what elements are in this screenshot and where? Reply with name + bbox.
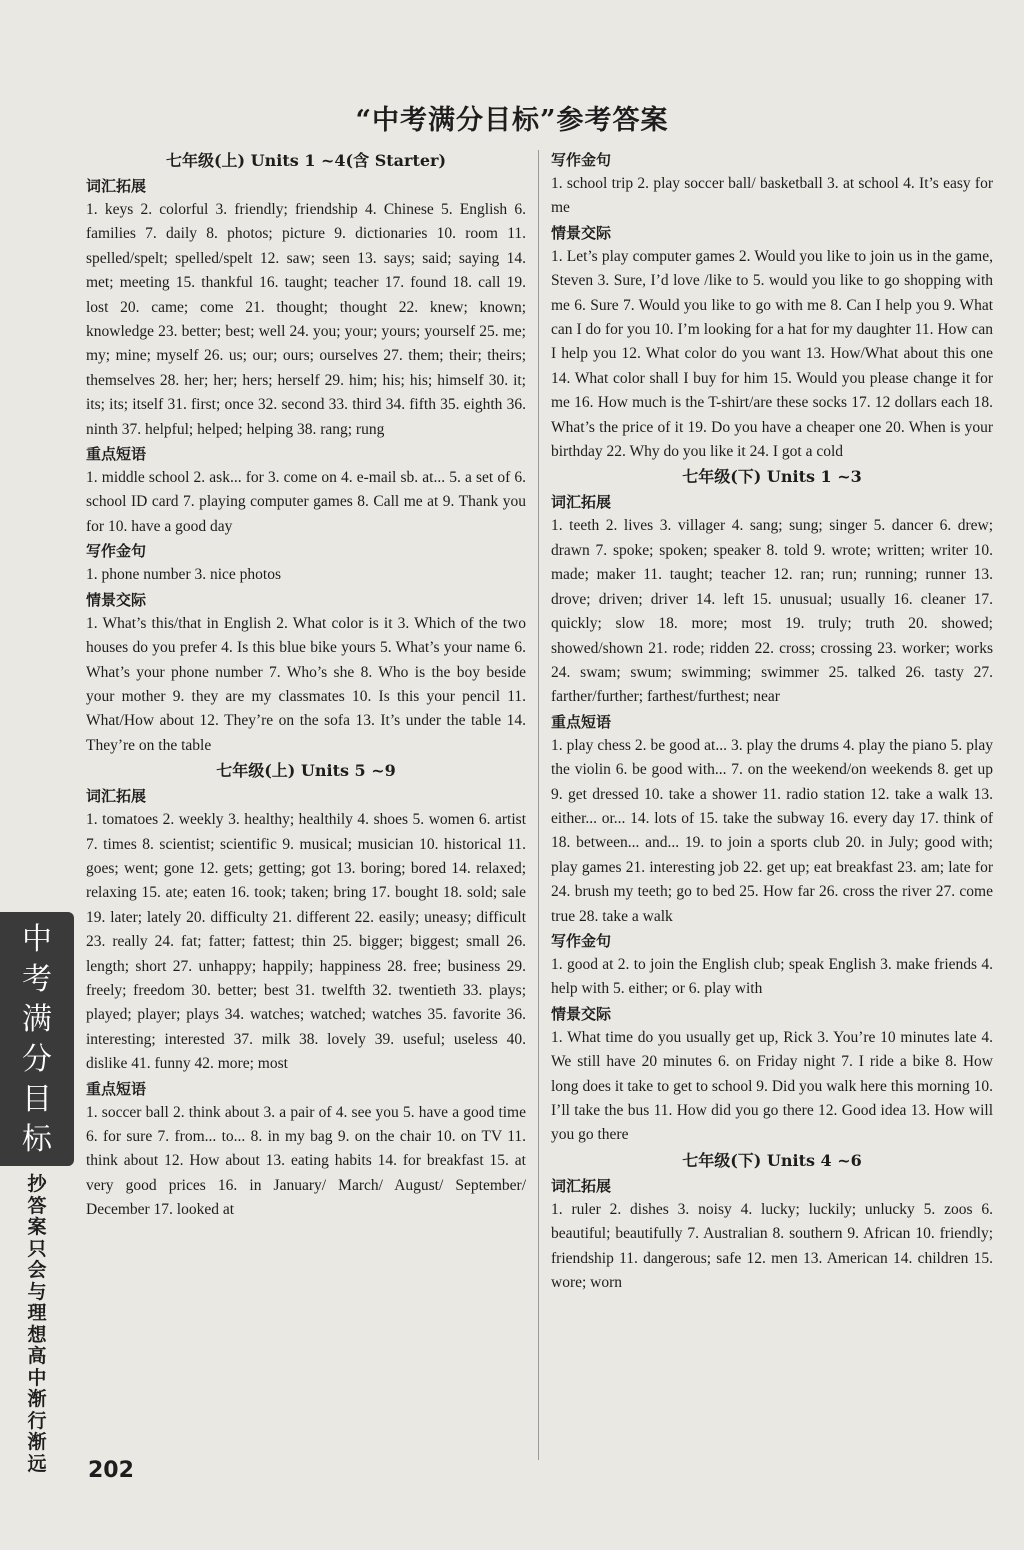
- unit-title: 七年级(下) Units 1 ~3: [682, 467, 862, 487]
- section-label: 写作金句: [86, 542, 147, 561]
- answer-block: 1. Let’s play computer games 2. Would you like to join us in the game, Steven 3. Sure, I’d love /like to 5. would you like to go shopping with me 6. Sure 7. Would you like to go with me 8. Can I help you 9. What can I do for you 10. I’m looking for a hat for my daughter 11. How can I help you 12. What color do you want 13. How/What about this one 14. What color shall I buy for him 15. Would you please change it for me 16. How much is the T-shirt/are these socks 17. 12 dollars each 18. What’s the price of it 19. Do you have a cheaper one 20. When is your birthday 22. Why do you like it 24. I got a cold: [551, 247, 993, 461]
- answer-block: 1. ruler 2. dishes 3. noisy 4. lucky; luckily; unlucky 5. zoos 6. beautiful; beautifully 7. Australian 8. southern 9. African 10. friendly; friendship 11. dangerous; safe 12. men 13. American 14. children 15. wore; worn: [551, 1200, 993, 1292]
- slogan-char: 渐: [27, 1431, 47, 1453]
- slogan-char: 想: [27, 1323, 47, 1346]
- slogan-char: 与: [27, 1280, 47, 1303]
- answer-block: 1. What time do you usually get up, Rick 3. You’re 10 minutes late 4. We still have 20 minutes 6. on Friday night 7. I ride a bike 8. How long does it take to get to school 9. Did you walk here this morning 10. I’ll take the bus 11. How did you go there 12. Good idea 13. How will you go there: [551, 1028, 993, 1144]
- unit-title: 七年级(下) Units 4 ~6: [682, 1150, 862, 1170]
- page-title: “中考满分目标”参考答案: [355, 105, 669, 136]
- page-number: 202: [88, 1458, 134, 1483]
- unit-title: 七年级(上) Units 5 ~9: [216, 761, 396, 781]
- answer-block: 1. soccer ball 2. think about 3. a pair of 4. see you 5. have a good time 6. for sure 7. from... to... 8. in my bag 9. on the chair 10. on TV 11. think about 12. How about 13. eating habits 14. for breakfast 15. at very good prices 16. in January/ March/ August/ September/ December 17. looked at: [86, 1103, 526, 1219]
- slogan-char: 抄: [27, 1173, 47, 1195]
- right-column: [551, 148, 993, 1295]
- slogan-char: 行: [27, 1409, 47, 1432]
- section-label: 情景交际: [86, 590, 147, 609]
- answer-block: 1. middle school 2. ask... for 3. come on 4. e-mail sb. at... 5. a set of 6. school ID card 7. playing computer games 8. Call me at 9. Thank you for 10. have a good day: [86, 469, 526, 535]
- side-tab-char: 满: [22, 1002, 52, 1037]
- unit-title: 七年级(上) Units 1 ~4(含 Starter): [165, 151, 447, 170]
- section-label: 情景交际: [551, 1004, 612, 1023]
- slogan-char: 高: [27, 1345, 47, 1367]
- side-tab: [0, 912, 74, 1475]
- left-column: [86, 148, 526, 1223]
- section-label: 词汇拓展: [551, 493, 612, 512]
- side-slogan: [0, 1174, 74, 1475]
- section-label: 写作金句: [551, 151, 612, 169]
- section-label: 词汇拓展: [86, 177, 147, 195]
- side-tab-char: 中: [22, 922, 52, 957]
- answer-block: 1. play chess 2. be good at... 3. play the drums 4. play the piano 5. play the violin 6. be good with... 7. on the weekend/on weekends 8. get up 9. get dressed 10. take a shower 11. radio station 12. take a walk 13. either... or... 14. lots of 15. take the subway 16. every day 17. think of 18. between... and... 19. to join a sports club 20. in July; good with; play games 21. interesting job 22. get up; eat breakfast 23. am; late for 24. brush my teeth; go to bed 25. How far 26. cross the river 27. come true 28. take a walk: [551, 736, 993, 925]
- answer-block: 1. school trip 2. play soccer ball/ basketball 3. at school 4. It’s easy for me: [551, 175, 993, 217]
- section-label: 写作金句: [551, 931, 612, 950]
- section-label: 重点短语: [86, 445, 147, 464]
- side-tab-char: 标: [22, 1122, 52, 1157]
- answer-block: 1. teeth 2. lives 3. villager 4. sang; sung; singer 5. dancer 6. drew; drawn 7. spoke; spoken; speaker 8. told 9. wrote; written; writer 10. made; maker 11. taught; teacher 12. ran; run; running; runner 13. drove; driven; driver 14. left 15. unusual; usually 16. cleaner 17. quickly; slow 18. more; most 19. truly; truth 20. showed; showed/shown 21. rode; ridden 22. cross; crossing 23. worker; works 24. swam; swum; swimming; swimmer 25. talked 26. tasty 27. farther/further; farthest/furthest; near: [551, 517, 993, 706]
- slogan-char: 中: [27, 1366, 47, 1389]
- section-label: 重点短语: [551, 712, 612, 731]
- slogan-char: 会: [27, 1259, 47, 1281]
- slogan-char: 渐: [27, 1388, 47, 1410]
- answer-block: 1. good at 2. to join the English club; speak English 3. make friends 4. help with 5. either; or 6. play with: [551, 955, 993, 998]
- side-tab-char: 分: [22, 1042, 52, 1077]
- section-label: 词汇拓展: [551, 1176, 612, 1195]
- slogan-char: 答: [27, 1194, 47, 1217]
- section-label: 词汇拓展: [86, 787, 147, 806]
- answer-block: 1. tomatoes 2. weekly 3. healthy; healthily 4. shoes 5. women 6. artist 7. times 8. scientist; scientific 9. musical; musician 10. historical 11. goes; went; gone 12. gets; getting; got 13. boring; bored 14. relaxed; relaxing 15. ate; eaten 16. took; taken; bring 17. bought 18. sold; sale 19. later; lately 20. difficulty 21. different 22. easily; uneasy; difficult 23. really 24. fat; fatter; fattest; thin 25. bigger; biggest; small 26. length; short 27. unhappy; happily; happiness 28. free; business 29. freely; freedom 30. better; best 31. twelfth 32. twentieth 33. plays; played; player; plays 34. watches; watched; watches 35. favorite 36. interesting; interested 37. milk 38. lovely 39. useful; useless 40. dislike 41. funny 42. more; most: [86, 811, 526, 1073]
- answer-block: 1. What’s this/that in English 2. What color is it 3. Which of the two houses do you prefer 4. Is this blue bike yours 5. What’s your name 6. What’s your phone number 7. Who’s she 8. Who is the boy beside your mother 9. they are my classmates 10. Is this your pencil 11. What/How about 12. They’re on the sofa 13. It’s under the table 14. They’re on the table: [86, 614, 526, 754]
- slogan-char: 远: [27, 1452, 47, 1475]
- answer-block: 1. phone number 3. nice photos: [86, 566, 282, 584]
- column-divider: [538, 150, 539, 1460]
- answer-block: 1. keys 2. colorful 3. friendly; friendship 4. Chinese 5. English 6. families 7. daily 8. photos; picture 9. dictionaries 10. room 11. spelled/spelt; spelled/spelt 12. saw; seen 13. says; said; saying 14. met; meeting 15. thankful 16. taught; teacher 17. found 18. call 19. lost 20. came; come 21. thought; thought 22. knew; known; knowledge 23. better; best; well 24. you; your; yours; yourself 25. me; my; mine; myself 26. us; our; ours; ourselves 27. them; their; theirs; themselves 28. her; her; hers; herself 29. him; his; his; himself 30. it; its; its; itself 31. first; once 32. second 33. third 34. fifth 35. eighth 36. ninth 37. helpful; helped; helping 38. rang; rung: [86, 201, 526, 438]
- slogan-char: 理: [27, 1302, 47, 1324]
- side-tab-char: 考: [22, 962, 52, 997]
- slogan-char: 案: [27, 1216, 47, 1238]
- section-label: 情景交际: [551, 223, 612, 242]
- section-label: 重点短语: [86, 1079, 147, 1098]
- slogan-char: 只: [27, 1237, 47, 1260]
- side-tab-char: 目: [22, 1082, 52, 1117]
- side-tab-title: [0, 912, 74, 1166]
